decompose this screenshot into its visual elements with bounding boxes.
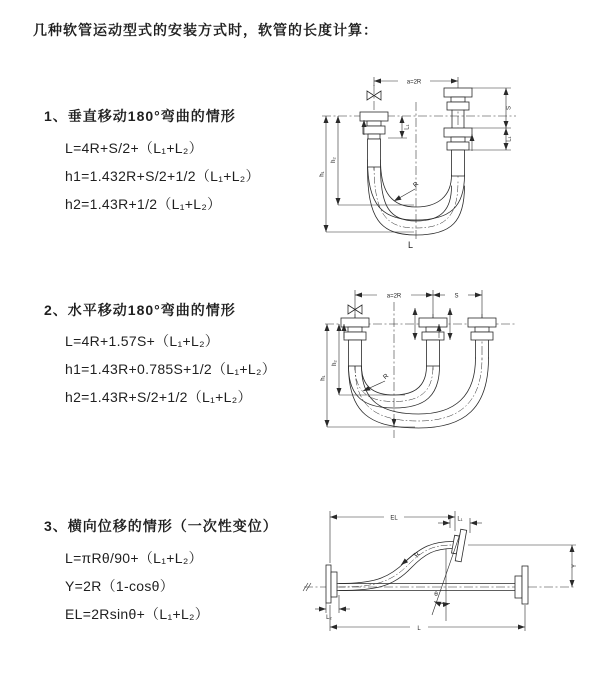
d3-dim-y-label: Y bbox=[572, 563, 578, 569]
d2-dimensions bbox=[321, 290, 483, 427]
d1-dim-h1-label: h₁ bbox=[319, 171, 326, 177]
d3-radius-label: R bbox=[413, 551, 422, 560]
section-3-formula-EL: EL=2Rsinθ+（L₁+L₂） bbox=[65, 606, 210, 622]
d1-dim-s-label: S bbox=[506, 105, 513, 111]
d2-dim-width-label: a=2R bbox=[386, 293, 402, 300]
d2-dim-s-label: S bbox=[454, 293, 459, 300]
section-1-formula-h1: h1=1.432R+S/2+1/2（L₁+L₂） bbox=[65, 168, 260, 184]
d3-dim-l2-label: L₂ bbox=[326, 615, 332, 621]
d3-dim-l1-label: L₁ bbox=[457, 516, 463, 523]
diagram-horizontal-movement bbox=[315, 278, 597, 446]
section-1-formula-L: L=4R+S/2+（L₁+L₂） bbox=[65, 140, 203, 156]
d1-dim-h2-label: h₂ bbox=[331, 157, 337, 163]
diagram-lateral-displacement bbox=[298, 503, 596, 643]
d3-straight-pipe bbox=[337, 566, 528, 604]
diagram-vertical-movement bbox=[318, 72, 593, 254]
section-1-heading: 1、垂直移动180°弯曲的情形 bbox=[44, 108, 236, 124]
section-2-formula-L: L=4R+1.57S+（L₁+L₂） bbox=[65, 333, 220, 349]
d1-centerlines bbox=[319, 84, 516, 240]
d3-dim-el-label: EL bbox=[390, 515, 398, 522]
d2-left-fitting bbox=[341, 318, 369, 366]
d1-right-fitting bbox=[444, 88, 472, 176]
d2-radius-label: R bbox=[381, 372, 391, 382]
d2-right-fitting bbox=[468, 318, 496, 340]
section-3-heading: 3、横向位移的情形（一次性变位） bbox=[44, 518, 278, 534]
d3-angle-construction bbox=[432, 534, 460, 621]
d2-dim-h1-label: h₁ bbox=[320, 375, 327, 381]
section-3-formula-L: L=πRθ/90+（L₁+L₂） bbox=[65, 550, 203, 566]
d2-middle-fitting bbox=[419, 318, 447, 366]
section-2-formula-h1: h1=1.43R+0.785S+1/2（L₁+L₂） bbox=[65, 361, 276, 377]
d3-upper-flange bbox=[450, 528, 466, 561]
d1-dim-width-label: a=2R bbox=[406, 79, 422, 86]
d2-dim-h2-label: h₂ bbox=[332, 360, 338, 366]
d1-length-label: L bbox=[408, 240, 414, 250]
d1-dim-l1-right-label: L₁ bbox=[506, 136, 513, 142]
d3-angle-label: θ bbox=[434, 591, 438, 598]
d3-left-flange bbox=[326, 565, 337, 603]
page-title: 几种软管运动型式的安装方式时，软管的长度计算： bbox=[33, 22, 378, 38]
d1-dim-l1-left-label: L₁ bbox=[404, 124, 411, 130]
d3-centerlines bbox=[304, 545, 576, 587]
section-3-formula-Y: Y=2R（1-cosθ） bbox=[65, 578, 175, 594]
d1-radius-label: R bbox=[411, 180, 421, 190]
section-2-formula-h2: h2=1.43R+S/2+1/2（L₁+L₂） bbox=[65, 389, 252, 405]
d3-dimensions bbox=[315, 511, 578, 632]
section-1-formula-h2: h2=1.43R+1/2（L₁+L₂） bbox=[65, 196, 222, 212]
d3-dim-length-label: L bbox=[417, 626, 421, 632]
d2-hose-curves bbox=[349, 340, 489, 428]
section-2-heading: 2、水平移动180°弯曲的情形 bbox=[44, 302, 236, 318]
